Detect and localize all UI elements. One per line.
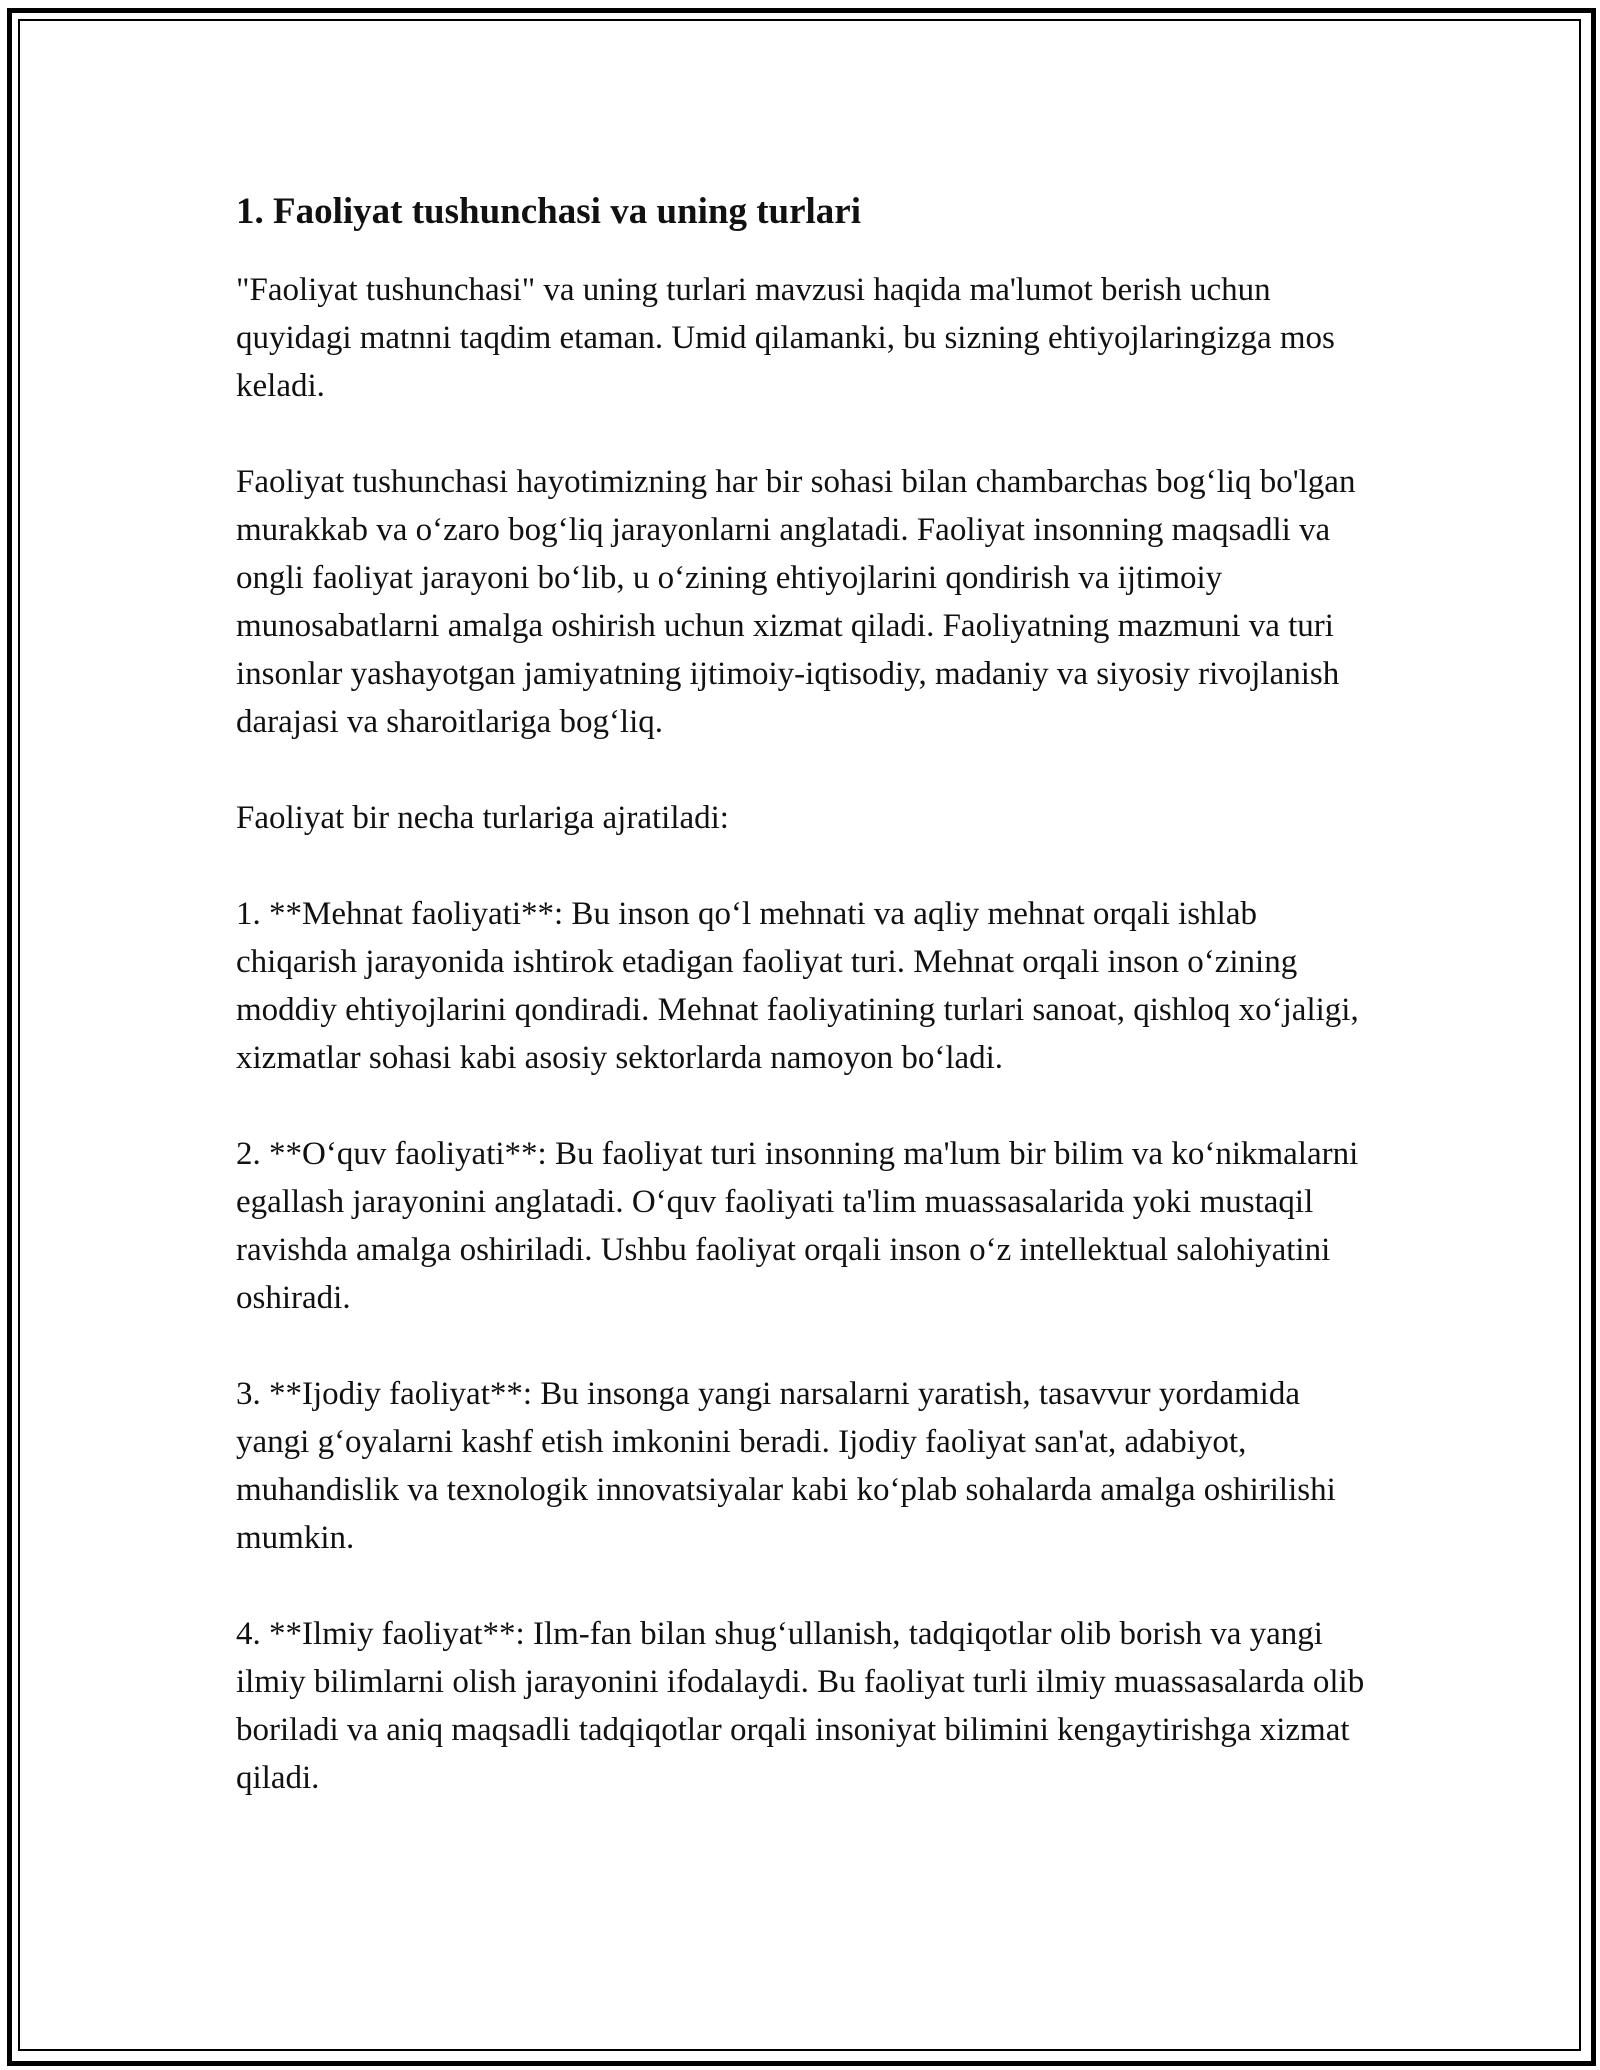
list-item-work-activity: 1. **Mehnat faoliyati**: Bu inson qo‘l mehnati va aqliy mehnat orqali ishlab chiqarish jarayonida ishtirok etadigan faoliyat turi. Mehnat orqali inson o‘zining moddiy ehtiyojlarini qondiradi. Mehnat faoliyatining turlari sanoat, qishloq xo‘jaligi, xizmatlar sohasi kabi asosiy sektorlarda namoyon bo‘ladi. bbox=[236, 896, 1359, 1076]
document-body bbox=[236, 186, 1376, 1850]
document-title: 1. Faoliyat tushunchasi va uning turlari bbox=[236, 191, 862, 232]
list-item-scientific-activity: 4. **Ilmiy faoliyat**: Ilm-fan bilan shug‘ullanish, tadqiqotlar olib borish va yangi ilmiy bilimlarni olish jarayonini ifodalaydi. Bu faoliyat turli ilmiy muassasalarda olib boriladi va aniq maqsadli tadqiqotlar orqali insoniyat bilimini kengaytirishga xizmat qiladi. bbox=[236, 1616, 1365, 1796]
intro-paragraph: "Faoliyat tushunchasi" va uning turlari mavzusi haqida ma'lumot berish uchun quyidagi matnni taqdim etaman. Umid qilamanki, bu sizning ehtiyojlaringizga mos keladi. bbox=[236, 272, 1335, 404]
types-intro-paragraph: Faoliyat bir necha turlariga ajratiladi: bbox=[236, 800, 729, 836]
definition-paragraph: Faoliyat tushunchasi hayotimizning har bir sohasi bilan chambarchas bog‘liq bo'lgan murakkab va o‘zaro bog‘liq jarayonlarni anglatadi. Faoliyat insonning maqsadli va ongli faoliyat jarayoni bo‘lib, u o‘zining ehtiyojlarini qondirish va ijtimoiy munosabatlarni amalga oshirish uchun xizmat qiladi. Faoliyatning mazmuni va turi insonlar yashayotgan jamiyatning ijtimoiy-iqtisodiy, madaniy va siyosiy rivojlanish darajasi va sharoitlariga bog‘liq. bbox=[236, 464, 1356, 740]
list-item-creative-activity: 3. **Ijodiy faoliyat**: Bu insonga yangi narsalarni yaratish, tasavvur yordamida yangi g‘oyalarni kashf etish imkonini beradi. Ijodiy faoliyat san'at, adabiyot, muhandislik va texnologik innovatsiyalar kabi ko‘plab sohalarda amalga oshirilishi mumkin. bbox=[236, 1376, 1336, 1556]
list-item-learning-activity: 2. **O‘quv faoliyati**: Bu faoliyat turi insonning ma'lum bir bilim va ko‘nikmalarni egallash jarayonini anglatadi. O‘quv faoliyati ta'lim muassasalarida yoki mustaqil ravishda amalga oshiriladi. Ushbu faoliyat orqali inson o‘z intellektual salohiyatini oshiradi. bbox=[236, 1136, 1359, 1316]
